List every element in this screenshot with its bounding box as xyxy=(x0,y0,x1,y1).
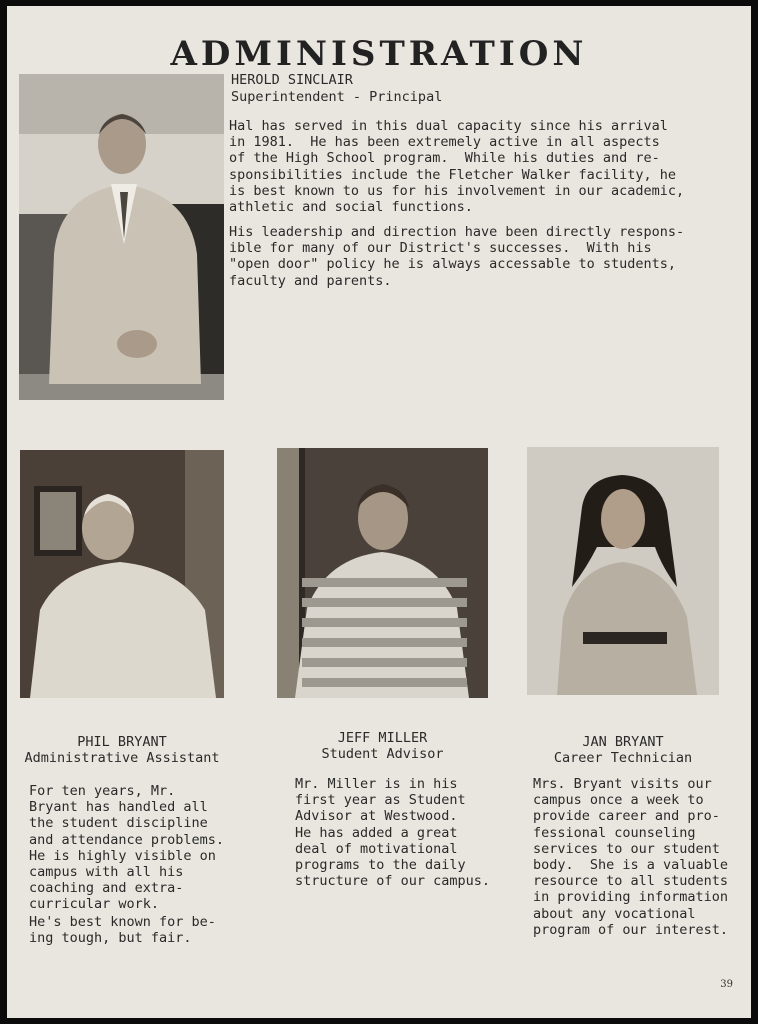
superintendent-role: Superintendent - Principal xyxy=(231,89,443,105)
photo-herold-sinclair xyxy=(19,74,224,400)
superintendent-paragraph-1: Hal has served in this dual capacity since his arrival in 1981. He has been extremely active in all aspects of the High School program. While his duties and re- sponsibilities include the Fletcher Walker facility, he is best known to us for his involvement in our academic, athletic and social functions. xyxy=(229,118,685,216)
page-title: ADMINISTRATION xyxy=(170,34,588,74)
staff-name-jan-bryant: JAN BRYANT xyxy=(582,734,664,750)
staff-role-jan-bryant: Career Technician xyxy=(553,750,693,766)
staff-name-phil-bryant: PHIL BRYANT xyxy=(77,734,167,750)
photo-jeff-miller xyxy=(277,448,488,698)
photo-phil-bryant xyxy=(20,450,224,698)
staff-role-phil-bryant: Administrative Assistant xyxy=(24,750,220,766)
yearbook-page xyxy=(7,6,751,1018)
photo-jan-bryant xyxy=(527,447,719,695)
page-number: 39 xyxy=(720,979,733,990)
staff-bio-jan-bryant: Mrs. Bryant visits our campus once a week to provide career and pro- fessional counseling services to our student body. She is a valuable resource to all students in providing information about any vocational program of our interest. xyxy=(533,776,729,938)
staff-name-jeff-miller: JEFF MILLER xyxy=(337,730,428,746)
staff-role-jeff-miller: Student Advisor xyxy=(321,746,444,762)
superintendent-name: HEROLD SINCLAIR xyxy=(231,72,353,88)
staff-bio-phil-bryant-1: For ten years, Mr. Bryant has handled all the student discipline and attendance problems. He is highly visible on campus with all his coaching and extra- curricular work. xyxy=(29,783,225,913)
superintendent-paragraph-2: His leadership and direction have been directly respons- ible for many of our District's successes. With his "open door" policy he is always accessable to students, faculty and parents. xyxy=(229,224,685,289)
staff-bio-jeff-miller: Mr. Miller is in his first year as Student Advisor at Westwood. He has added a great deal of motivational programs to the daily structure of our campus. xyxy=(295,776,491,890)
staff-bio-phil-bryant-2: He's best known for be- ing tough, but fair. xyxy=(29,914,216,947)
